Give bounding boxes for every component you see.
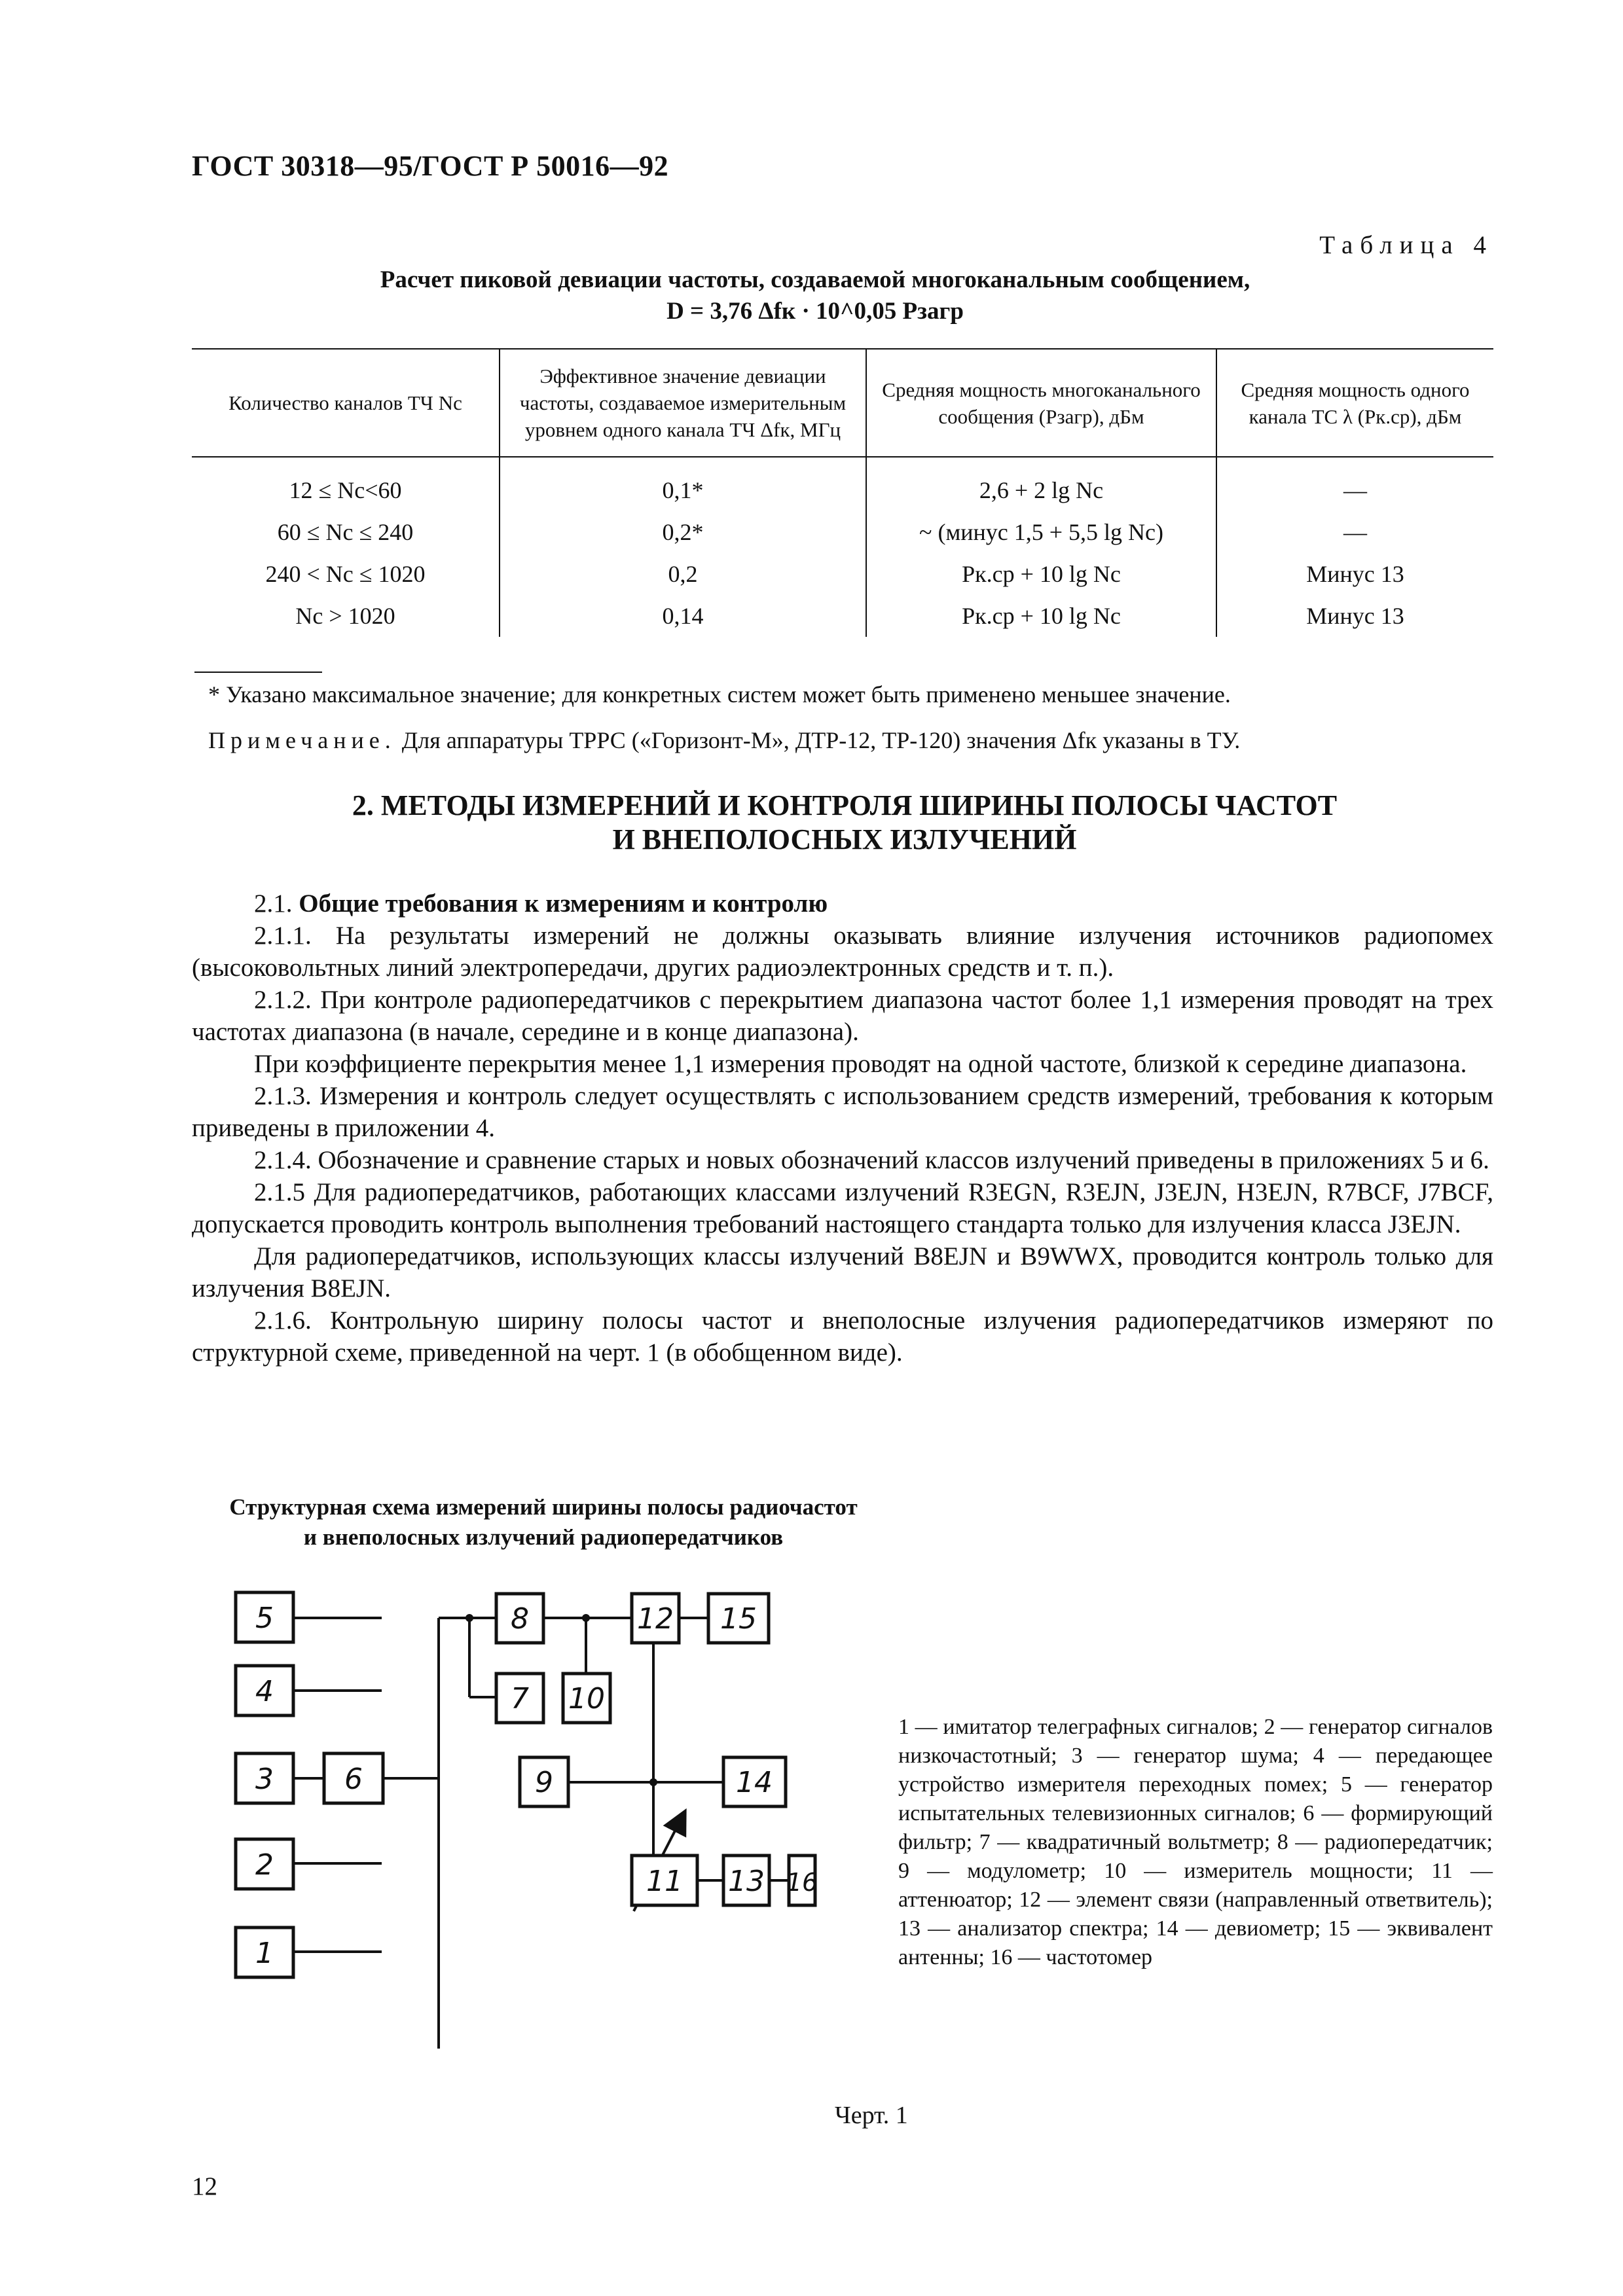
table-cell: 0,14 (500, 595, 866, 637)
page-number: 12 (192, 2172, 217, 2200)
section-body (192, 888, 1493, 1369)
block-14-label: 14 (736, 1766, 773, 1799)
section-title-line2: И ВНЕПОЛОСНЫХ ИЗЛУЧЕНИЙ (612, 823, 1077, 855)
table-cell: Минус 13 (1216, 553, 1493, 595)
table-row (192, 595, 1493, 637)
figure-caption: Черт. 1 (835, 2102, 908, 2129)
block-9-label: 9 (535, 1766, 553, 1799)
header-avg-power: Средняя мощность многоканального сообщения (Pзагр), дБм (866, 349, 1216, 457)
table-cell: 0,2* (500, 511, 866, 553)
block-10-label: 10 (568, 1682, 605, 1715)
table-cell: — (1216, 511, 1493, 553)
subsection-heading (192, 888, 1493, 920)
table-title (196, 264, 1434, 327)
block-1-label: 1 (255, 1937, 274, 1970)
table-cell: 240 < Nс ≤ 1020 (265, 561, 426, 587)
table-4 (192, 348, 1493, 637)
block-diagram (229, 1581, 818, 2052)
block-16-label: 16 (786, 1868, 818, 1897)
header-channel-power: Средняя мощность одного канала ТС λ (Pк.ср), дБм (1216, 349, 1493, 457)
table-cell: 60 ≤ Nс ≤ 240 (277, 519, 414, 545)
table-cell: 0,1* (500, 457, 866, 511)
table-cell: Pк.ср + 10 lg Nс (866, 595, 1216, 637)
paragraph: 2.1.6. Контрольную ширину полосы частот и внеполосные излучения радиопередатчиков измеряют по структурной схеме, приведенной на черт. 1 (в обобщенном виде). (192, 1306, 1493, 1367)
table-cell: 12 ≤ Nс<60 (289, 477, 402, 503)
table-cell: 2,6 + 2 lg Nс (866, 457, 1216, 511)
header-deviation: Эффективное значение девиации частоты, создаваемое измерительным уровнем одного канала ТЧ Δfк, МГц (500, 349, 866, 457)
table-cell: Минус 13 (1216, 595, 1493, 637)
table-cell: Pк.ср + 10 lg Nс (866, 553, 1216, 595)
document-header: ГОСТ 30318—95/ГОСТ Р 50016—92 (192, 150, 669, 182)
table-title-formula: D = 3,76 Δfк · 10^0,05 Pзагр (666, 298, 964, 325)
paragraph: 2.1.1. На результаты измерений не должны оказывать влияние излучения источников радиопомех (высоковольтных линий электропередачи, других радиоэлектронных средств и т. п.). (192, 922, 1493, 982)
table-cell: 0,2 (500, 553, 866, 595)
block-15-label: 15 (720, 1602, 757, 1636)
table-row (192, 511, 1493, 553)
section-title-line1: 2. МЕТОДЫ ИЗМЕРЕНИЙ И КОНТРОЛЯ ШИРИНЫ ПОЛОСЫ ЧАСТОТ (352, 789, 1338, 821)
table-header-row (192, 349, 1493, 457)
footnote-rule (194, 672, 322, 673)
paragraph: Для радиопередатчиков, использующих классы излучений B8EJN и B9WWX, проводится контроль только для излучения B8EJN. (192, 1242, 1493, 1302)
table-label: Таблица 4 (1319, 231, 1493, 259)
paragraph: 2.1.5 Для радиопередатчиков, работающих классами излучений R3EGN, R3EJN, J3EJN, H3EJN, R7BCF, J7BCF, допускается проводить контроль выполнения требований настоящего стандарта только для излучения класса J3EJN. (192, 1178, 1493, 1238)
block-2-label: 2 (255, 1848, 274, 1882)
block-12-label: 12 (637, 1602, 674, 1636)
table-row (192, 457, 1493, 511)
subsection-title: Общие требования к измерениям и контролю (299, 889, 828, 918)
block-8-label: 8 (511, 1602, 529, 1636)
note-text: Для аппаратуры ТРРС («Горизонт-М», ДТР-12, ТР-120) значения Δfк указаны в ТУ. (401, 727, 1241, 753)
block-5-label: 5 (255, 1602, 274, 1635)
block-13-label: 13 (728, 1865, 765, 1898)
table-cell: Nс > 1020 (295, 603, 395, 629)
diagram-legend: 1 — имитатор телеграфных сигналов; 2 — генератор сигналов низкочастотный; 3 — генератор шума; 4 — передающее устройство измерителя переходных помех; 5 — генератор испытательных телевизионных сигналов; 6 — формирующий фильтр; 7 — квадратичный вольтметр; 8 — радиопередатчик; 9 — модулометр; 10 — измеритель мощности; 11 — аттенюатор; 12 — элемент связи (направленный ответвитель); 13 — анализатор спектра; 14 — девиометр; 15 — эквивалент антенны; 16 — частотомер (898, 1715, 1493, 1969)
diagram-title (196, 1492, 890, 1552)
block-6-label: 6 (344, 1763, 363, 1796)
paragraph: 2.1.3. Измерения и контроль следует осуществлять с использованием средств измерений, требования к которым приведены в приложении 4. (192, 1082, 1493, 1142)
paragraph: При коэффициенте перекрытия менее 1,1 измерения проводят на одной частоте, близкой к середине диапазона. (254, 1050, 1467, 1078)
diagram-title-line1: Структурная схема измерений ширины полосы радиочастот (229, 1494, 858, 1520)
note-label: Примечание. (208, 727, 396, 753)
diagram-title-line2: и внеполосных излучений радиопередатчиков (303, 1524, 784, 1550)
table-note (208, 726, 1240, 754)
header-channels: Количество каналов ТЧ Nс (192, 349, 500, 457)
section-title (196, 789, 1493, 857)
block-3-label: 3 (255, 1763, 274, 1796)
table-footnote: * Указано максимальное значение; для конкретных систем может быть применено меньшее значение. (208, 681, 1231, 708)
paragraph: 2.1.2. При контроле радиопередатчиков с перекрытием диапазона частот более 1,1 измерения проводят на трех частотах диапазона (в начале, середине и в конце диапазона). (192, 986, 1493, 1046)
paragraph: 2.1.4. Обозначение и сравнение старых и новых обозначений классов излучений приведены в приложениях 5 и 6. (254, 1146, 1489, 1174)
table-cell: — (1216, 457, 1493, 511)
table-cell: ~ (минус 1,5 + 5,5 lg Nс) (866, 511, 1216, 553)
subsection-number: 2.1. (254, 889, 293, 918)
block-4-label: 4 (255, 1675, 274, 1708)
table-title-line1: Расчет пиковой девиации частоты, создаваемой многоканальным сообщением, (380, 266, 1250, 293)
block-11-label: 11 (646, 1865, 683, 1898)
table-row (192, 553, 1493, 595)
block-7-label: 7 (511, 1682, 529, 1715)
